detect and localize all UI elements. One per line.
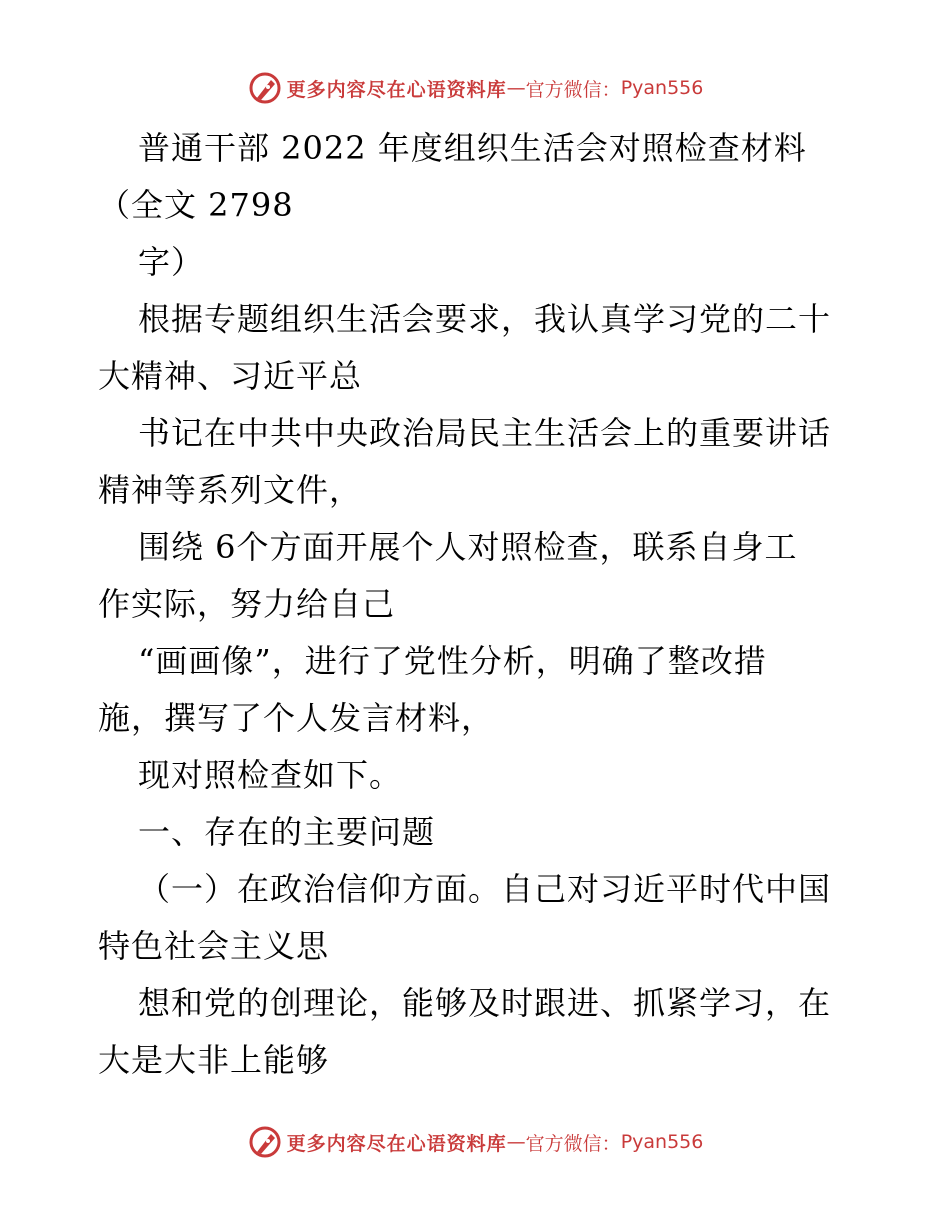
paragraph-line: 特色社会主义思 [98,927,330,965]
paragraph-line: 作实际，努力给自己 [98,585,396,623]
banner-separator: — [506,77,526,99]
paragraph-line: 想和党的创理论，能够及时跟进、抓紧学习，在 [138,984,832,1022]
paragraph-line: 精神等系列文件， [98,471,363,509]
banner-site-text: 更多内容尽在心语资料库 [286,1132,507,1155]
banner-separator: — [506,1131,526,1153]
section-heading: 一、存在的主要问题 [138,813,436,851]
paragraph-line: 书记在中共中央政治局民主生活会上的重要讲话 [138,414,832,452]
paragraph-line: 现对照检查如下。 [138,756,403,794]
banner-site-text: 更多内容尽在心语资料库 [286,78,507,101]
paragraph-line: 施，撰写了个人发言材料， [98,699,495,737]
paragraph-line: 根据专题组织生活会要求，我认真学习党的二十 [138,300,832,338]
paragraph-line: 大精神、习近平总 [98,357,363,395]
document-title: 普通干部 2022 年度组织生活会对照检查材料 [138,129,807,167]
document-title-continued: （全文 2798 [98,186,294,224]
document-body [98,120,858,1089]
banner-wechat-id: Pyan556 [620,77,704,99]
banner-wechat-id: Pyan556 [620,1131,704,1153]
paragraph-line: 围绕 6个方面开展个人对照检查，联系自身工 [138,528,798,566]
footer-banner [0,1122,950,1162]
pen-nib-logo-icon [247,1124,283,1160]
paragraph-line: “画画像”，进行了党性分析，明确了整改措 [138,642,767,680]
paragraph-line: （一）在政治信仰方面。自己对习近平时代中国 [138,870,832,908]
header-banner [0,68,950,108]
banner-wechat-label: 官方微信： [525,1132,621,1155]
pen-nib-logo-icon [247,70,283,106]
document-title-end: 字） [138,243,205,281]
banner-wechat-label: 官方微信： [525,78,621,101]
paragraph-line: 大是大非上能够 [98,1041,330,1079]
